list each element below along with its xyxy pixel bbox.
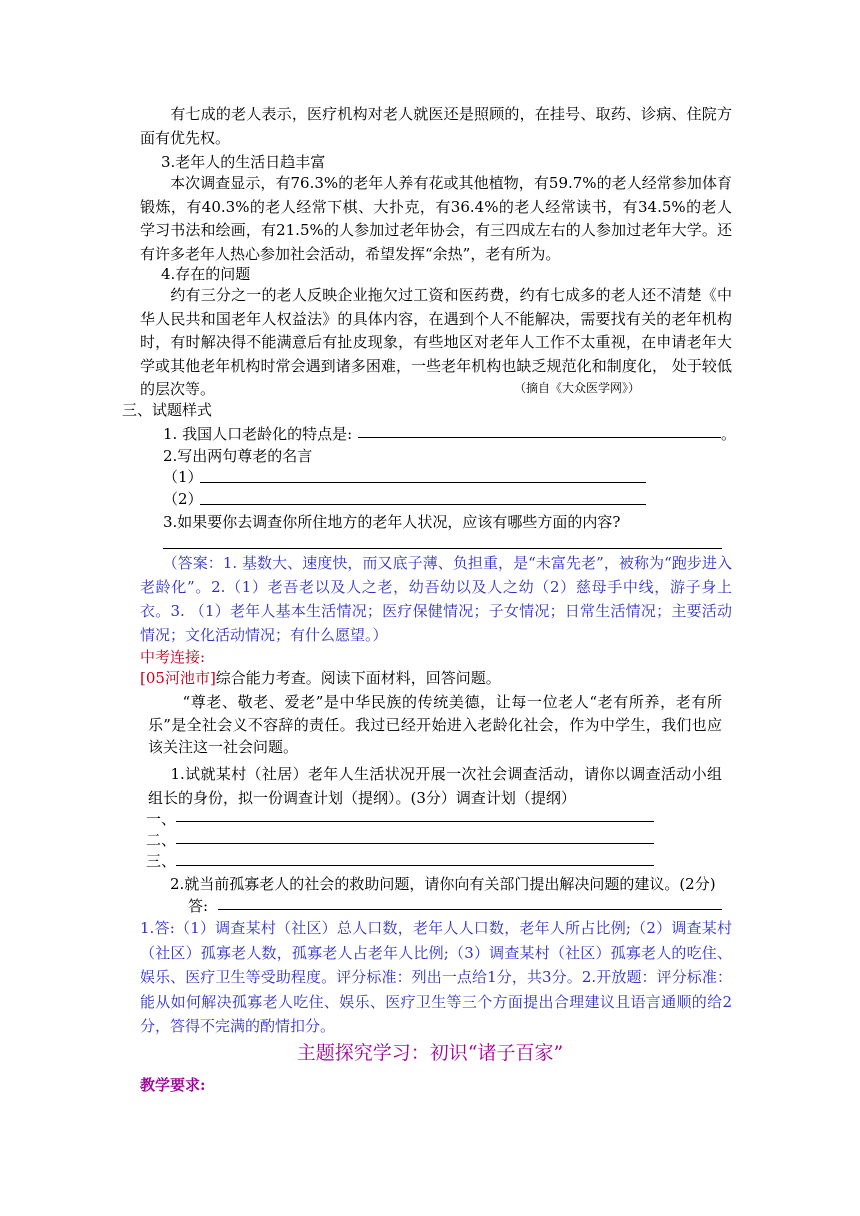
answer-blank-1[interactable] [358, 437, 721, 438]
answer-blank-2-2[interactable] [200, 504, 646, 505]
heading-problems: 4.存在的问题 [161, 265, 251, 283]
exam-intro-line [140, 668, 501, 688]
teaching-requirements-heading: 教学要求: [140, 1076, 206, 1094]
exam-intro: 综合能力考查。阅读下面材料，回答问题。 [215, 669, 501, 687]
answer-blank-3[interactable] [163, 548, 722, 549]
paragraph-problems: 约有三分之一的老人反映企业拖欠过工资和医药费，约有七成多的老人还不清楚《中华人民共和国老年人权益法》的具体内容，在遇到个人不能解决，需要找有关的老年机构时，有时解决得不能满意后有扯皮现象，有些地区对老年人工作不太重视，在申请老年大学或其他老年机构时常会遇到诸多困难，一些老年机构也缺乏规范化和制度化， 处于较低的层次等。 [140, 286, 732, 398]
plan-item-2-label: 二、 [146, 831, 177, 849]
plan-blank-3[interactable] [176, 865, 654, 866]
exam-answer-block: 1.答:（1）调查某村（社区）总人口数，老年人人口数，老年人所占比例;（2）调查某村（社区）孤寡老人数，孤寡老人占老年人比例;（3）调查某村（社区）孤寡老人的吃住、娱乐、医疗卫生等受助程度。评分标准：列出一点给1分，共3分。2.开放题：评分标准：能从如何解决孤寡老人吃住、娱乐、医疗卫生等三个方面提出合理建议且语言通顺的给2分，答得不完满的酌情扣分。 [140, 919, 732, 1035]
question-2: 2.写出两句尊老的名言 [163, 447, 313, 465]
question-3: 3.如果要你去调查你所住地方的老年人状况，应该有哪些方面的内容? [163, 513, 621, 531]
section-title-test-samples: 三、试题样式 [122, 401, 213, 419]
question-1-end: 。 [721, 425, 737, 443]
plan-blank-2[interactable] [176, 843, 654, 844]
paragraph-survey-activities: 本次调查显示，有76.3%的老年人养有花或其他植物，有59.7%的老人经常参加体育锻炼，有40.3%的老人经常下棋、大扑克，有36.4%的老人经常读书，有34.5%的老人学习书法和绘画，有21.5%的人参加过老年协会，有三四成左右的人参加过老年大学。还有许多老年人热心参加社会活动，希望发挥“余热”，老有所为。 [140, 174, 732, 263]
exam-question-2: 2.就当前孤寡老人的社会的救助问题，请你向有关部门提出解决问题的建议。(2分) [170, 875, 716, 893]
answer-blank-exam-2[interactable] [218, 909, 722, 910]
question-2-item-1-label: （1） [163, 468, 203, 486]
heading-life-enriched: 3.老年人的生活日趋丰富 [161, 153, 326, 171]
exam-question-1: 1.试就某村（社居）老年人生活状况开展一次社会调查活动，请你以调查活动小组组长的身份，拟一份调查计划（提纲）。(3分）调查计划（提纲） [148, 765, 722, 807]
answer-block: （答案：1. 基数大、速度快，而又底子薄、负担重，是“未富先老”，被称为“跑步进入老龄化”。2.（1）老吾老以及人之老，幼吾幼以及人之幼（2）慈母手中线，游子身上衣。3. （1）老年人基本生活情况；医疗保健情况；子女情况；日常生活情况；主要活动情况；文化活动情况；有什么愿望。） [140, 554, 732, 644]
question-2-item-2-label: （2） [163, 490, 203, 508]
source-citation: （摘自《大众医学网》） [514, 381, 641, 395]
question-1: 1. 我国人口老龄化的特点是: [163, 425, 353, 443]
plan-blank-1[interactable] [176, 821, 654, 822]
answer-blank-2-1[interactable] [200, 482, 646, 483]
exam-source: [05河池市] [140, 669, 216, 687]
answer-label: 答: [188, 897, 209, 915]
section-zhongkao-link: 中考连接: [140, 648, 206, 666]
paragraph-medical-priority: 有七成的老人表示，医疗机构对老人就医还是照顾的，在挂号、取药、诊病、住院方面有优先权。 [140, 105, 732, 147]
plan-item-3-label: 三、 [146, 852, 177, 870]
exam-material-paragraph: “尊老、敬老、爱老”是中华民族的传统美德，让每一位老人“老有所养，老有所乐”是全社会义不容辞的责任。我过已经开始进入老龄化社会，作为中学生，我们也应该关注这一社会问题。 [148, 693, 722, 756]
plan-item-1-label: 一、 [146, 810, 177, 828]
theme-title: 主题探究学习：初识“诸子百家” [296, 1042, 564, 1064]
